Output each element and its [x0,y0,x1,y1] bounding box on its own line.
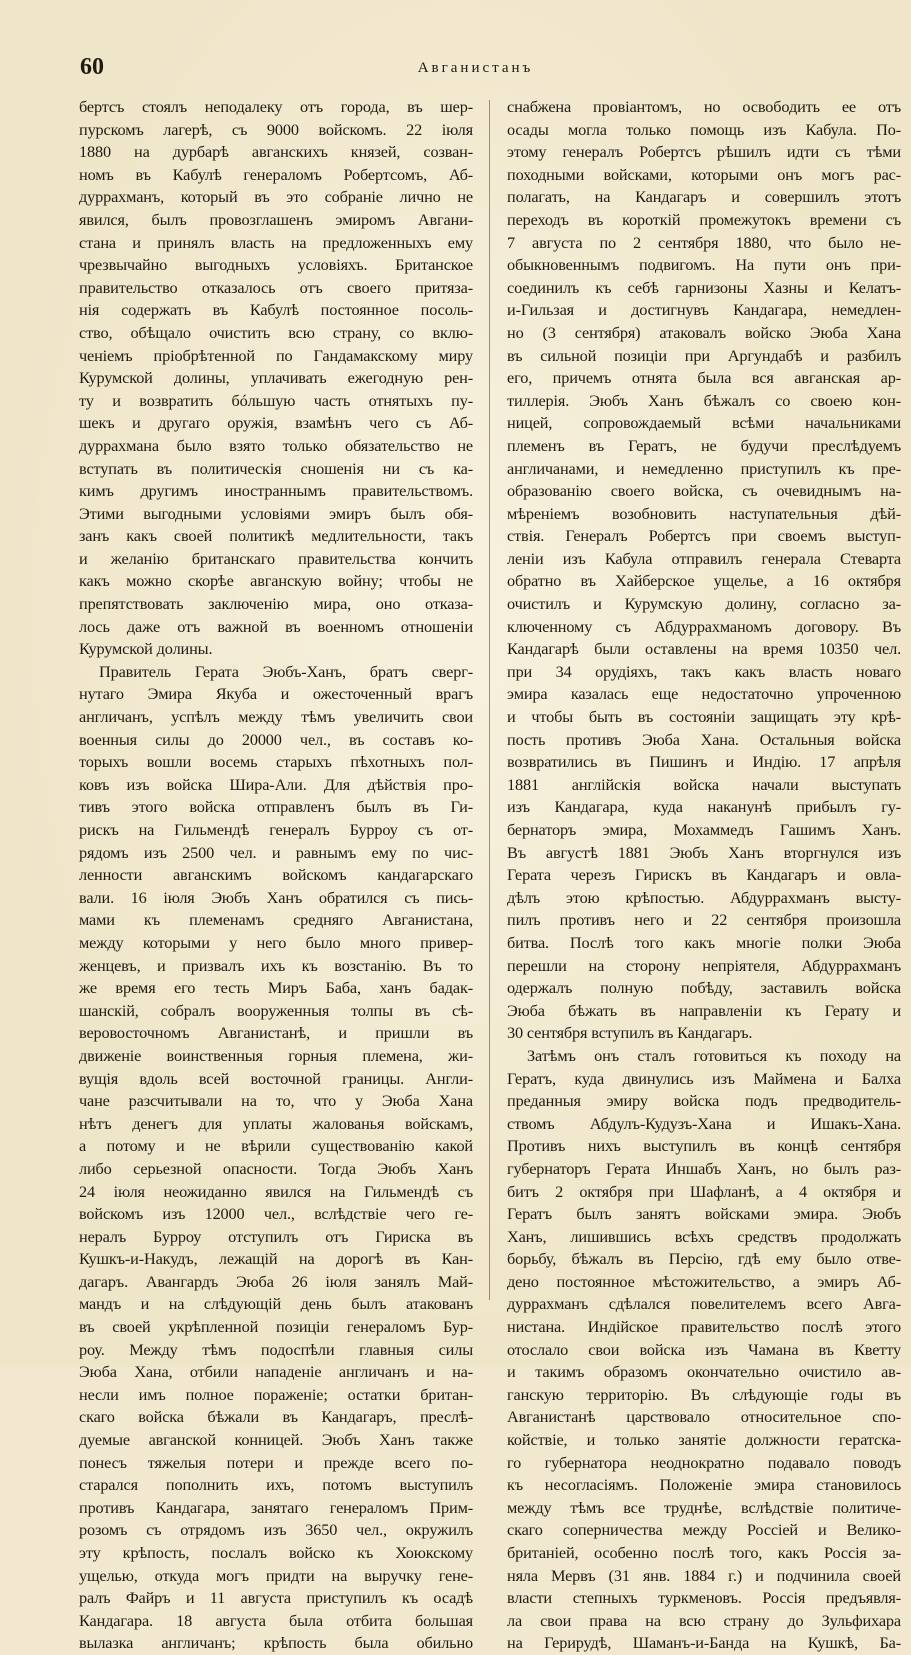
text-line: Кандагара. 18 августа была отбита большая [79,1610,473,1630]
text-line: Гератъ, куда двинулись изъ Маймена и Балха [507,1068,901,1088]
text-line: нутаго Эмира Якуба и ожесточенный врагъ [79,684,473,704]
text-line: дуррахманъ сдѣлался повелителемъ всего Авга- [507,1294,901,1314]
text-line: пость противъ Эюба Хана. Остальныя войска [507,729,901,749]
text-line: скаго войска бѣжали въ Кандагаръ, преслѣ- [79,1407,473,1427]
text-line: 1880 на дурбарѣ авганскихъ князей, созван- [79,142,473,162]
text-line: Противъ нихъ выступилъ въ концѣ сентября [507,1136,901,1156]
text-line: Въ августѣ 1881 Эюбъ Ханъ вторгнулся изъ [507,842,901,862]
text-line: старался пополнить ихъ, потомъ выступилъ [79,1475,473,1495]
text-line: рискъ на Гильмендѣ генералъ Бурроу съ от- [79,820,473,839]
text-line: дено постоянное мѣстожительство, а эмиръ Аб- [507,1271,901,1291]
text-line: а потому и не вѣрили существованію какой [79,1136,473,1156]
text-line: номъ въ Кабулѣ генераломъ Робертсомъ, Аб- [79,164,473,184]
text-line: къ несогласіямъ. Положеніе эмира становилось [507,1475,901,1495]
text-line: препятствовать заключенію мира, оно отказа- [79,594,473,614]
text-line: битва. Послѣ того какъ многіе полки Эюба [507,932,901,952]
text-line: осады могла только помощь изъ Кабула. По- [507,119,901,139]
text-line: вылазка англичанъ; крѣпость была обильно [79,1633,473,1653]
text-line: между которыми у него было много привер- [79,932,473,952]
text-line: чрезвычайно выгодныхъ условіяхъ. Британское [79,255,473,275]
text-line: Эюба бѣжать въ направленіи къ Герату и [507,1000,901,1020]
text-line: тивъ этого войска отправленъ былъ въ Ги- [79,797,473,817]
text-line: правительство отказалось отъ своего притяза- [79,277,473,297]
text-line: ту и возвратить бóльшую часть отнятыхъ пу- [79,390,473,410]
text-line: перешли на сторону непріятеля, Абдуррахманъ [507,955,901,975]
text-line: Ханъ, лишившись всѣхъ средствъ продолжать [507,1226,901,1246]
page-number: 60 [80,54,104,80]
text-line: тиллерія. Эюбъ Ханъ бѣжалъ со своею кон- [507,390,901,410]
running-title: Авганистанъ [417,60,534,76]
text-line: веровосточномъ Авганистанѣ, и пришли въ [79,1023,473,1043]
text-line: чане разсчитывали на то, что у Эюба Хана [79,1091,473,1111]
text-line: дагаръ. Авангардъ Эюба 26 іюля занялъ Май- [79,1271,473,1291]
text-line: 24 іюля неожиданно явился на Гильмендѣ съ [79,1181,473,1201]
text-line: войскомъ изъ 12000 чел., вслѣдствіе чего ге- [79,1204,473,1224]
text-line: няла Мервъ (31 янв. 1884 г.) и подчинила своей [507,1565,901,1585]
text-line: понесъ тяжелыя потери и прежде всего по- [79,1452,473,1472]
text-line: какъ можно скорѣе авганскую войну; чтобы не [79,571,473,591]
text-line: очистилъ и Курумскую долину, согласно за- [507,594,901,614]
text-line: и желанію британскаго правительства кончить [79,548,473,568]
text-line: ченіемъ пріобрѣтенной по Гандамакскому миру [79,345,473,365]
text-line: Эюба Хана, отбили нападеніе англичанъ и на- [79,1362,473,1382]
text-line: нералъ Бурроу отступилъ отъ Гириска въ [79,1226,473,1246]
text-line: бернаторъ эмира, Мохаммедъ Гашимъ Ханъ. [507,820,901,839]
text-line: одержалъ полную побѣду, заставилъ войска [507,978,901,998]
text-line: мѣреніемъ возобновить наступательныя дѣй- [507,503,901,523]
text-line: нистана. Индійское правительство послѣ этого [507,1317,901,1337]
text-line: нія содержать въ Кабулѣ постоянное посоль- [79,300,473,320]
text-line: на Герирудѣ, Шаманъ-и-Банда на Кушкѣ, Ба- [507,1633,901,1653]
text-line: дуррахманъ, который въ это собраніе лично не [79,187,473,207]
page-header [80,54,871,86]
text-line: 1881 англійскія войска начали выступать [507,774,901,794]
text-line: Герата черезъ Гирискъ въ Кандагаръ и овла- [507,865,901,885]
text-line: и такимъ образомъ окончательно очистило ав- [507,1362,901,1382]
text-line: англичанъ, успѣлъ между тѣмъ увеличить свои [79,707,473,727]
text-line: Авганистанѣ царствовало относительное спо- [507,1407,901,1427]
text-line: полагать, на Кандагаръ и совершилъ этотъ [507,187,901,207]
text-line: либо серьезной опасности. Тогда Эюбъ Ханъ [79,1158,473,1178]
text-line: го губернатора неоднократно подавало поводъ [507,1452,901,1472]
text-line: стана и принялъ власть на предложенныхъ ему [79,232,473,252]
text-line: явился, былъ провозглашенъ эмиромъ Авгани- [79,209,473,229]
text-line: вали. 16 іюля Эюбъ Ханъ обратился съ пись- [79,887,473,907]
text-line: рядомъ изъ 2500 чел. и равнымъ ему по чис- [79,842,473,862]
text-line: его, причемъ отнята была вся авганская ар- [507,368,901,388]
text-line: Кушкъ-и-Накудъ, лежащій на дорогѣ въ Кан- [79,1249,473,1269]
text-line: 30 сентября вступилъ въ Кандагаръ. [507,1023,753,1043]
text-line: противъ Кандагара, занятаго генераломъ Прим- [79,1497,473,1517]
text-line: Правитель Герата Эюбъ-Ханъ, братъ сверг- [99,661,473,681]
text-line: вступать въ политическія сношенія ни съ ка- [79,458,473,478]
text-line: женцевъ, и призвалъ ихъ къ возстанію. Въ то [79,955,473,975]
text-line: ство, обѣщало очистить всю страну, со вклю- [79,322,473,342]
text-line: переходъ въ короткій промежутокъ времени съ [507,209,901,229]
text-line: ствомъ Абдулъ-Кудузъ-Хана и Ишакъ-Хана. [507,1113,901,1133]
text-line: Курумской долины. [79,639,213,659]
text-line: власти степныхъ туркменовъ. Россія предъявля- [507,1588,901,1608]
text-line: ковъ изъ войска Шира-Али. Для дѣйствія про- [79,774,473,794]
text-line: но (3 сентября) атаковалъ войско Эюба Хана [507,322,901,342]
text-line: при 34 орудіяхъ, такъ какъ власть новаго [507,661,901,681]
text-line: обыкновеннымъ подвигомъ. На пути онъ при- [507,255,901,275]
text-line: изъ Кандагара, куда наканунѣ прибылъ гу- [507,797,901,817]
text-line: койствіе, и только занятіе должности гератска- [507,1430,901,1450]
text-line: пилъ противъ него и 22 сентября произошла [507,910,901,930]
text-line: этому генералъ Робертсъ рѣшилъ идти съ тѣми [507,142,901,162]
text-line: занъ какъ своей политикѣ медлительности, такъ [79,526,473,546]
text-line: возвратились въ Пишинъ и Индію. 17 апрѣля [507,752,901,772]
text-line: ущелью, откуда могъ придти на выручку гене- [79,1565,473,1585]
text-line: роу. Между тѣмъ подоспѣли главныя силы [79,1339,473,1359]
text-line: пурскомъ лагерѣ, съ 9000 войскомъ. 22 іюля [79,119,473,139]
text-line: ганскую территорію. Въ слѣдующіе годы въ [507,1384,901,1404]
text-line: отослало свои войска изъ Чамана въ Кветту [507,1339,901,1359]
text-line: шанскій, собралъ вооруженныя толпы въ сѣ- [79,1000,473,1020]
text-line: торыхъ вошли восемь старыхъ пѣхотныхъ пол- [79,752,473,772]
text-line: обратно въ Хайберское ущелье, а 16 октября [507,571,901,591]
text-line: леніи изъ Кабула отправилъ генерала Стеварта [507,548,901,568]
text-line: Гератъ былъ занятъ войсками эмира. Эюбъ [507,1204,901,1224]
text-line: несли имъ полное пораженіе; остатки британ- [79,1384,473,1404]
text-line: Этими выгодными условіями эмиръ былъ обя- [79,503,473,523]
text-line: дуррахмана было взято только обязательство не [79,435,473,455]
text-line: снабжена провіантомъ, но освободить ее отъ [507,97,901,116]
text-line: ралъ Файръ и 11 августа приступилъ къ осадѣ [79,1588,473,1608]
text-line: Затѣмъ онъ сталъ готовиться къ походу на [527,1045,901,1065]
text-line: походными войсками, которыми онъ могъ рас- [507,164,901,184]
text-line: племенъ въ Гератъ, не будучи преслѣдуемъ [507,435,901,455]
text-line: дуемые авганской конницей. Эюбъ Ханъ также [79,1430,473,1450]
text-line: въ сильной позиціи при Аргундабѣ и разбилъ [507,345,901,365]
text-line: ключенному съ Абдуррахманомъ договору. Въ [507,616,901,636]
text-line: ленности авганскимъ войскомъ кандагарскаго [79,865,473,885]
text-line: преданныя эмиру войска подъ предводитель- [507,1091,901,1111]
text-line: мами къ племенамъ средняго Авганистана, [79,910,473,930]
text-line: шекъ и другаго оружія, взамѣнъ чего съ Аб- [79,413,473,433]
text-line: въ своей укрѣпленной позиціи генераломъ Бур- [79,1317,473,1337]
text-line: розомъ съ отрядомъ изъ 3650 чел., окружилъ [79,1520,473,1540]
text-line: же время его тесть Миръ Баба, ханъ бадак- [79,978,473,998]
text-line: борьбу, бѣжалъ въ Персію, гдѣ ему было отве- [507,1249,901,1269]
text-line: британіей, особенно послѣ того, какъ Россія за- [507,1543,901,1562]
text-line: эмира казалась еще недостаточно упроченною [507,684,901,704]
text-line: и чтобы быть въ состояніи защищать эту крѣ- [507,707,901,727]
left-text-column [79,96,473,1655]
text-line: военныя силы до 20000 чел., въ составъ ко- [79,729,473,749]
text-line: дѣлъ этою крѣпостью. Абдуррахманъ высту- [507,887,901,907]
text-line: мандъ и на слѣдующій день былъ атакованъ [79,1294,473,1314]
column-divider [489,100,490,1300]
text-line: Кандагарѣ были оставлены на время 10350 чел. [507,639,901,659]
text-line: и-Гильзая и достигнувъ Кандагара, немедлен- [507,300,901,320]
text-line: битъ 2 октября при Шафланѣ, а 4 октября и [507,1181,901,1201]
text-line: кимъ другимъ иностраннымъ правительствомъ. [79,481,473,501]
text-line: скаго соперничества между Россіей и Велико- [507,1520,901,1540]
text-line: вущія вдоль всей восточной границы. Англи- [79,1068,473,1088]
text-line: 7 августа по 2 сентября 1880, что было не- [507,232,901,252]
text-line: лось даже отъ важной въ военномъ отношеніи [79,616,473,636]
text-line: ствія. Генералъ Робертсъ при своемъ выступ- [507,526,901,546]
text-line: между тѣмъ все труднѣе, вслѣдствіе политиче- [507,1497,901,1517]
text-line: ла свои права на всю страну до Зульфихара [507,1610,901,1630]
right-text-column [507,96,901,1655]
text-line: образованію своего войска, съ очевиднымъ на- [507,481,901,501]
text-line: движеніе воинственныя горныя племена, жи- [79,1045,473,1065]
text-line: эту крѣпость, послалъ войско къ Хоюкскому [79,1543,473,1562]
text-line: соединилъ къ себѣ гарнизоны Хазны и Келатъ- [507,277,901,297]
text-line: губернаторъ Герата Иншабъ Ханъ, но былъ раз- [507,1158,901,1178]
text-line: Курумской долины, уплачивать ежегодную рен- [79,368,473,388]
text-line: нѣтъ денегъ для уплаты жалованья войскамъ, [79,1113,473,1133]
text-line: англичанами, и немедленно приступилъ къ пре- [507,458,901,478]
text-line: бертсъ стоялъ неподалеку отъ города, въ шер- [79,97,473,116]
text-line: ницей, сопровождаемый всѣми начальниками [507,413,901,433]
